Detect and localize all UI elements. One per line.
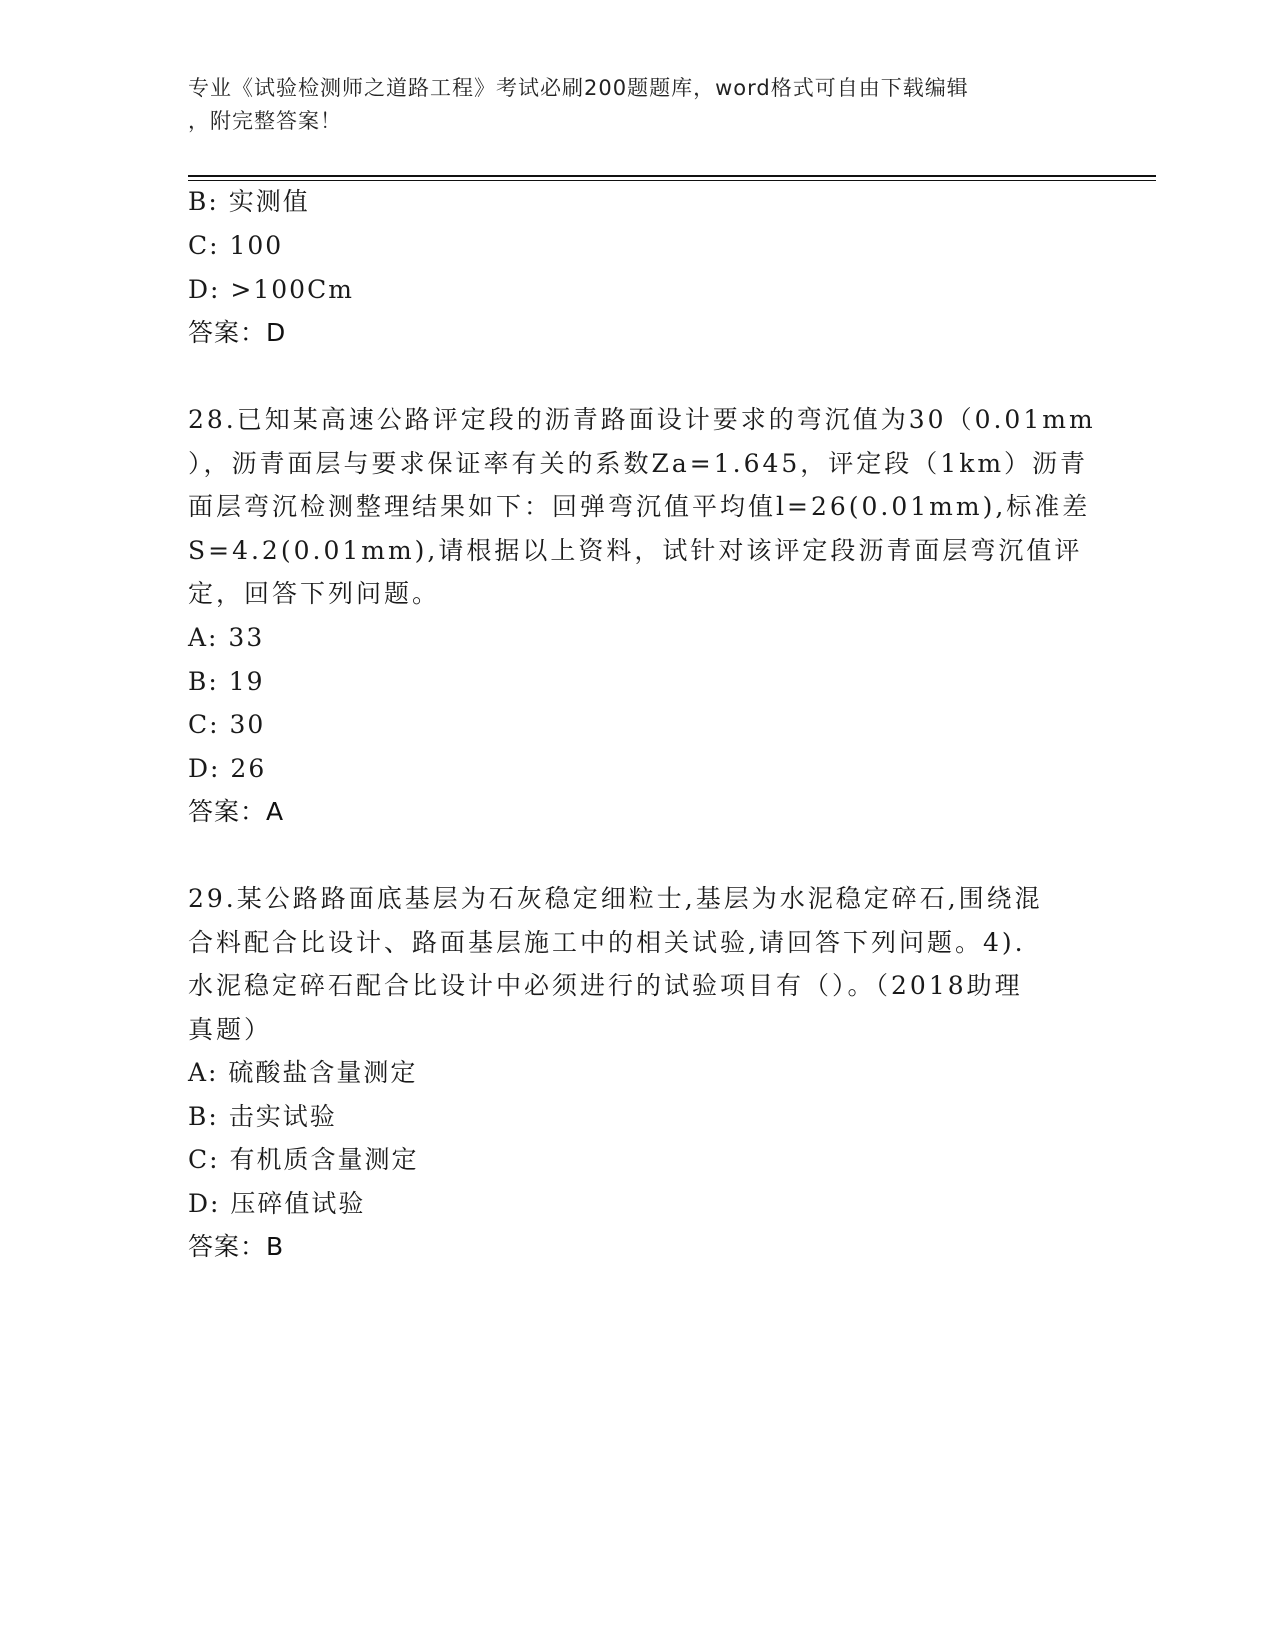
q28-option-c: C: 30: [188, 710, 266, 739]
q29-stem-line-4: 真题）: [188, 1015, 273, 1044]
q28-stem-line-3: 面层弯沉检测整理结果如下：回弹弯沉值平均值l=26(0.01mm),标准差: [188, 492, 1091, 521]
q28-option-a: A: 33: [188, 623, 265, 652]
q29-option-c: C: 有机质含量测定: [188, 1145, 419, 1174]
header-line-2: ，附完整答案！: [188, 109, 342, 133]
q29-stem-line-3: 水泥稳定碎石配合比设计中必须进行的试验项目有（）。（2018助理: [188, 971, 1023, 1000]
q28-option-d: D: 26: [188, 754, 267, 783]
q27-option-c: C: 100: [188, 231, 284, 260]
q28-stem-line-1: 28.已知某高速公路评定段的沥青路面设计要求的弯沉值为30（0.01mm: [188, 405, 1096, 434]
q28-answer: 答案：A: [188, 797, 285, 826]
q29-option-d: D: 压碎值试验: [188, 1189, 366, 1218]
q28-stem-line-4: S=4.2(0.01mm),请根据以上资料，试针对该评定段沥青面层弯沉值评: [188, 536, 1083, 565]
header-line-1: 专业《试验检测师之道路工程》考试必刷200题题库，word格式可自由下载编辑: [188, 76, 969, 100]
q27-answer: 答案：D: [188, 318, 287, 347]
q27-option-d: D: >100Cm: [188, 275, 354, 304]
q28-stem-line-2: ），沥青面层与要求保证率有关的系数Za=1.645，评定段（1km）沥青: [188, 449, 1089, 478]
q29-stem-line-1: 29.某公路路面底基层为石灰稳定细粒士,基层为水泥稳定碎石,围绕混: [188, 884, 1043, 913]
document-header: [188, 72, 1088, 138]
q29-option-a: A: 硫酸盐含量测定: [188, 1058, 418, 1087]
q29-stem-line-2: 合料配合比设计、路面基层施工中的相关试验,请回答下列问题。4).: [188, 928, 1026, 957]
header-divider-thick: [188, 175, 1156, 177]
q28-stem-line-5: 定，回答下列问题。: [188, 579, 441, 608]
q29-answer: 答案：B: [188, 1232, 285, 1261]
header-divider-thin: [188, 180, 1156, 181]
q27-option-b: B: 实测值: [188, 187, 310, 216]
q28-option-b: B: 19: [188, 667, 265, 696]
q29-option-b: B: 击实试验: [188, 1102, 337, 1131]
